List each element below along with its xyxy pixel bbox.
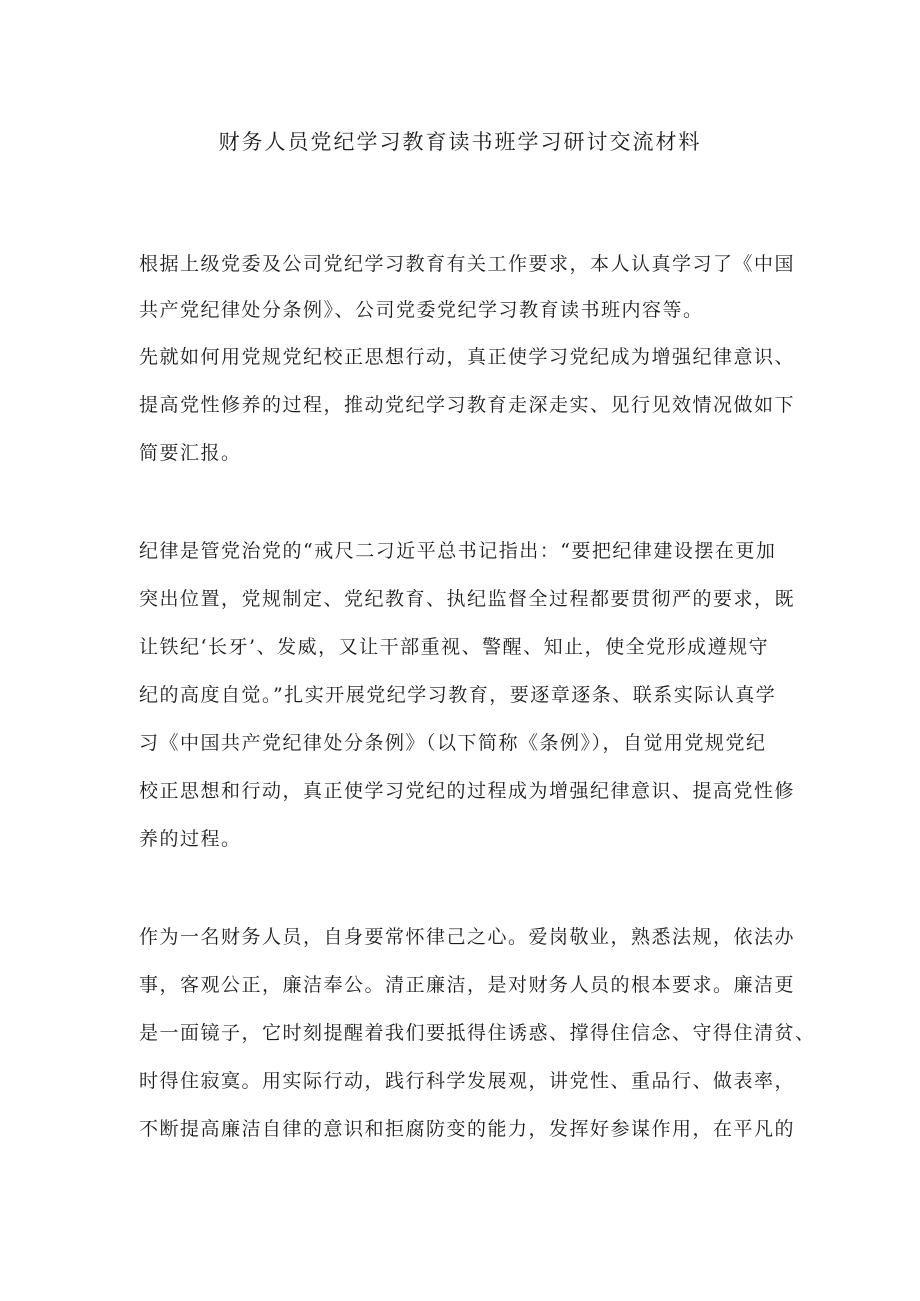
paragraph-2-line-6: 校正思想和行动，真正使学习党纪的过程成为增强纪律意识、提高党性修 <box>139 780 796 802</box>
paragraph-2-line-5: 习《中国共产党纪律处分条例》（以下简称《条例》），自觉用党规党纪 <box>139 732 767 754</box>
paragraph-1-line-4: 提高党性修养的过程，推动党纪学习教育走深走实、见行见效情况做如下 <box>139 394 796 416</box>
paragraph-3-line-3: 是一面镜子，它时刻提醒着我们要抵得住诱惑、撑得住信念、守得住清贫、 <box>139 1022 816 1044</box>
document-title: 财务人员党纪学习教育读书班学习研讨交流材料 <box>218 130 702 154</box>
paragraph-3-line-2: 事，客观公正，廉洁奉公。清正廉洁，是对财务人员的根本要求。廉洁更 <box>139 974 796 996</box>
paragraph-1-line-3: 先就如何用党规党纪校正思想行动，真正使学习党纪成为增强纪律意识、 <box>139 346 796 368</box>
paragraph-3-line-4: 时得住寂寞。用实际行动，践行科学发展观，讲党性、重品行、做表率， <box>139 1070 796 1092</box>
paragraph-2-line-3: 让铁纪‘长牙’、发威，又让干部重视、警醒、知止，使全党形成遵规守 <box>139 636 770 658</box>
paragraph-2-line-7: 养的过程。 <box>139 828 242 850</box>
paragraph-2-line-2: 突出位置，党规制定、党纪教育、执纪监督全过程都要贯彻严的要求，既 <box>139 588 796 610</box>
paragraph-3-line-1: 作为一名财务人员，自身要常怀律己之心。爱岗敬业，熟悉法规，依法办 <box>139 926 796 948</box>
paragraph-2-line-1: 纪律是管党治党的“戒尺二刁近平总书记指出：“要把纪律建设摆在更加 <box>139 540 777 562</box>
paragraph-1-line-1: 根据上级党委及公司党纪学习教育有关工作要求，本人认真学习了《中国 <box>139 253 796 275</box>
paragraph-3-line-5: 不断提高廉洁自律的意识和拒腐防变的能力，发挥好参谋作用，在平凡的 <box>139 1118 796 1140</box>
paragraph-2-line-4: 纪的高度自觉。”扎实开展党纪学习教育，要逐章逐条、联系实际认真学 <box>139 684 777 706</box>
paragraph-1-line-5: 简要汇报。 <box>139 442 242 464</box>
paragraph-1-line-2: 共产党纪律处分条例》、公司党委党纪学习教育读书班内容等。 <box>139 299 704 321</box>
